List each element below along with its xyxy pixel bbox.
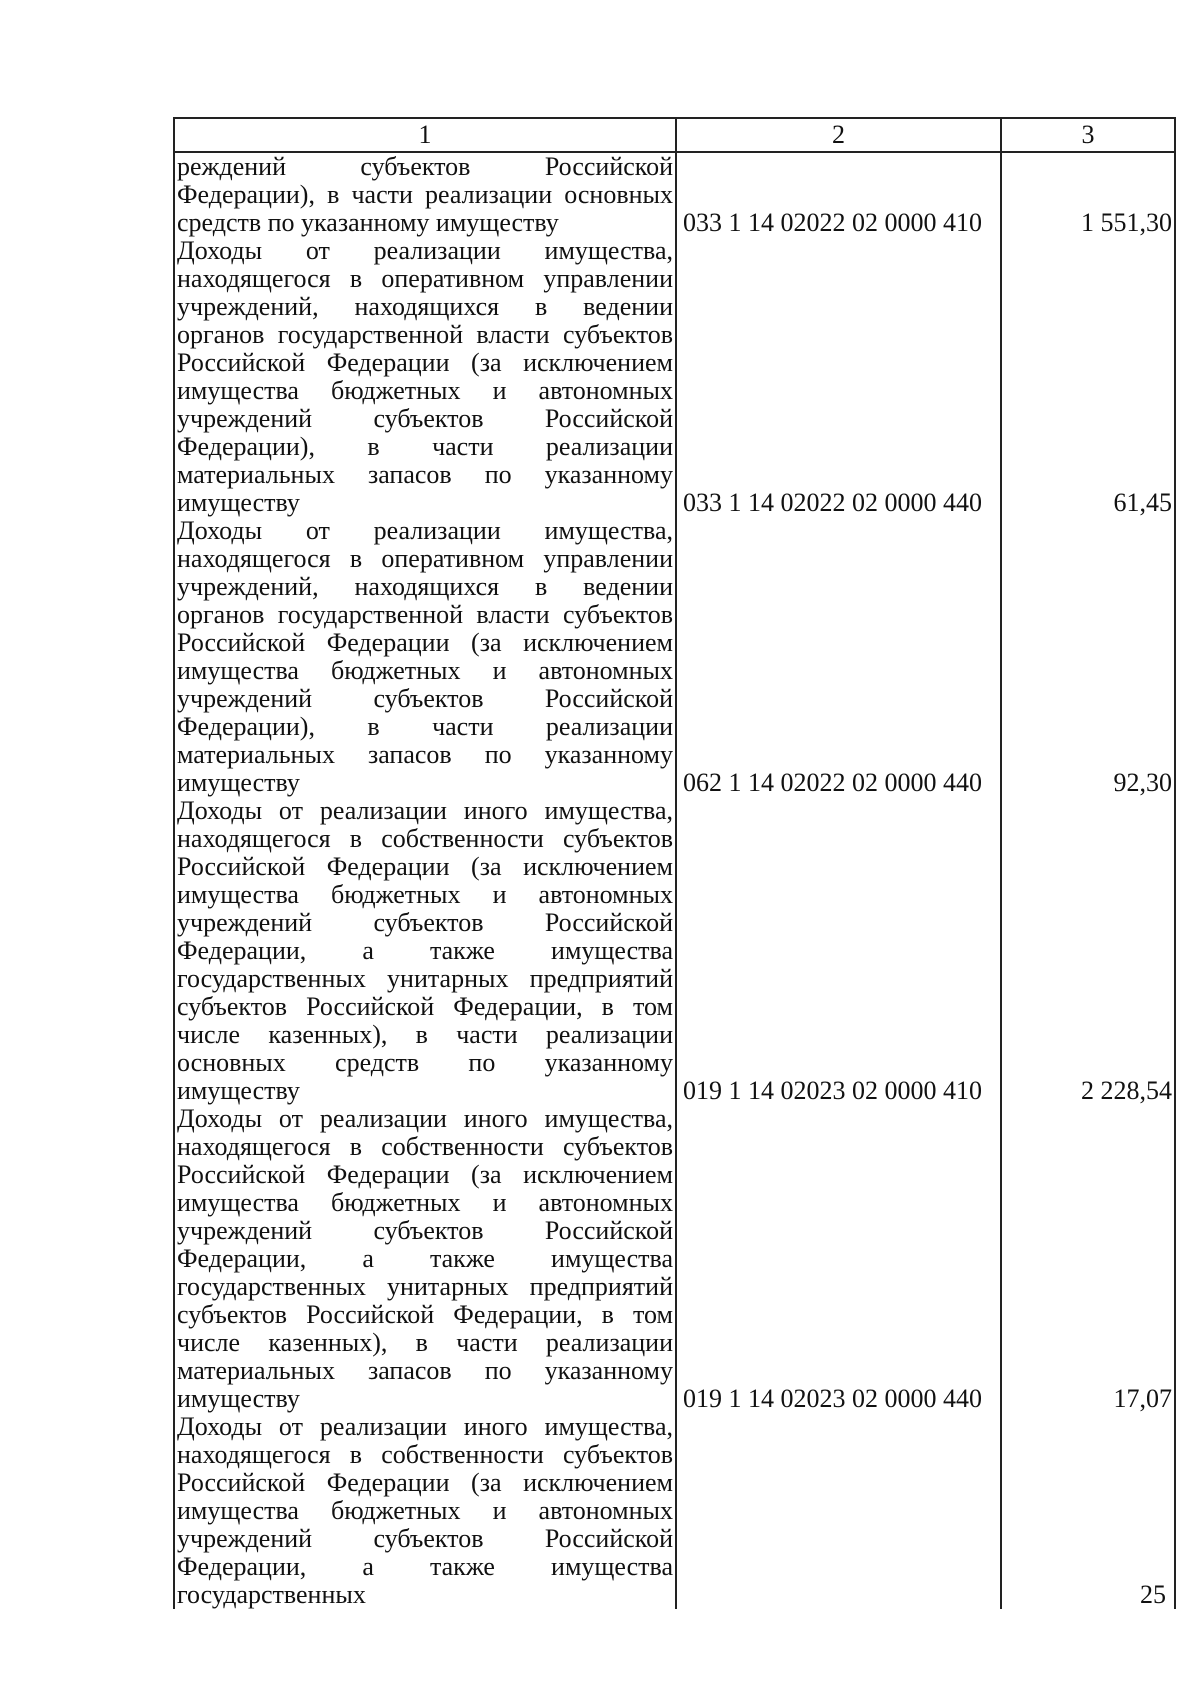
description-cell: реждений субъектов Российской Федерации), в части реализации основных средств по указанному имуществу (174, 152, 676, 237)
amount-cell: 61,45 (1001, 237, 1175, 517)
description-cell: Доходы от реализации имущества, находящегося в оперативном управлении учреждений, находящихся в ведении органов государственной власти субъектов Российской Федерации (за исключением имущества бюджетных и автономных учреждений субъектов Российской Федерации), в части реализации материальных запасов по указанному имуществу (174, 237, 676, 517)
header-row (174, 118, 1175, 152)
description-cell: Доходы от реализации иного имущества, находящегося в собственности субъектов Российской Федерации (за исключением имущества бюджетных и автономных учреждений субъектов Российской Федерации, а также имущества государственных (174, 1413, 676, 1609)
table-row (174, 1413, 1175, 1609)
code-cell: 033 1 14 02022 02 0000 440 (676, 237, 1001, 517)
column-header-2: 2 (676, 118, 1001, 152)
amount-cell: 17,07 (1001, 1105, 1175, 1413)
table-row (174, 797, 1175, 1105)
description-cell: Доходы от реализации имущества, находящегося в оперативном управлении учреждений, находящихся в ведении органов государственной власти субъектов Российской Федерации (за исключением имущества бюджетных и автономных учреждений субъектов Российской Федерации), в части реализации материальных запасов по указанному имуществу (174, 517, 676, 797)
table-row (174, 152, 1175, 237)
amount-cell: 1 551,30 (1001, 152, 1175, 237)
column-header-3: 3 (1001, 118, 1175, 152)
code-cell: 019 1 14 02023 02 0000 410 (676, 797, 1001, 1105)
code-cell (676, 1413, 1001, 1609)
revenue-table (173, 117, 1176, 1609)
code-cell: 033 1 14 02022 02 0000 410 (676, 152, 1001, 237)
amount-cell: 2 228,54 (1001, 797, 1175, 1105)
table-row (174, 517, 1175, 797)
description-cell: Доходы от реализации иного имущества, находящегося в собственности субъектов Российской Федерации (за исключением имущества бюджетных и автономных учреждений субъектов Российской Федерации, а также имущества государственных унитарных предприятий субъектов Российской Федерации, в том числе казенных), в части реализации основных средств по указанному имуществу (174, 797, 676, 1105)
description-cell: Доходы от реализации иного имущества, находящегося в собственности субъектов Российской Федерации (за исключением имущества бюджетных и автономных учреждений субъектов Российской Федерации, а также имущества государственных унитарных предприятий субъектов Российской Федерации, в том числе казенных), в части реализации материальных запасов по указанному имуществу (174, 1105, 676, 1413)
page-number: 25 (1140, 1580, 1166, 1609)
amount-cell: 92,30 (1001, 517, 1175, 797)
code-cell: 062 1 14 02022 02 0000 440 (676, 517, 1001, 797)
code-cell: 019 1 14 02023 02 0000 440 (676, 1105, 1001, 1413)
table-row (174, 1105, 1175, 1413)
column-header-1: 1 (174, 118, 676, 152)
table-row (174, 237, 1175, 517)
